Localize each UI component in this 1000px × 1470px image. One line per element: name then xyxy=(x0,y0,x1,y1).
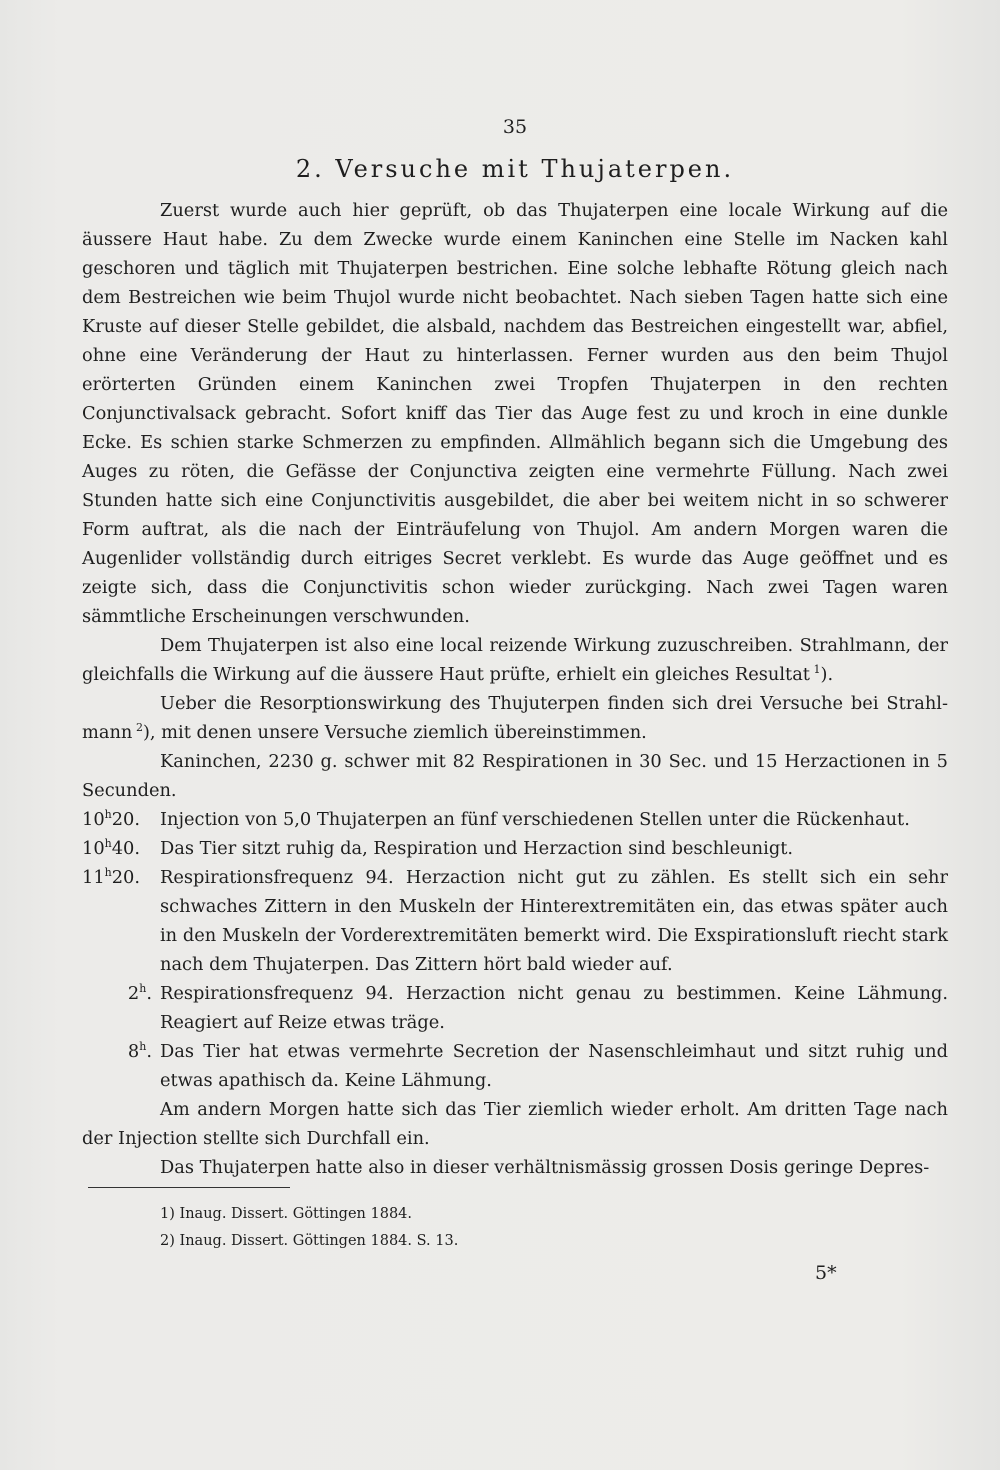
section-heading: 2. Versuche mit Thujaterpen. xyxy=(295,155,735,183)
paragraph-skin-and-eye: Zuerst wurde auch hier geprüft, ob das Thujaterpen eine locale Wirkung auf die äussere Haut habe. Zu dem Zwecke wurde einem Kaninchen eine Stelle im Nacken kahl geschoren und täglich mit Thujaterpen bestrichen. Eine solche lebhafte Rötung gleich nach dem Bestreichen wie beim Thujol wurde nicht beobachtet. Nach sieben Tagen hatte sich eine Kruste auf dieser Stelle gebildet, die alsbald, nachdem das Bestreichen eingestellt war, abfiel, ohne eine Veränderung der Haut zu hinterlassen. Ferner wurden aus den beim Thujol erörterten Gründen einem Kaninchen zwei Tropfen Thujaterpen in den rechten Conjunctivalsack gebracht. Sofort kniff das Tier das Auge fest zu und kroch in eine dunkle Ecke. Es schien starke Schmerzen zu empfinden. Allmählich begann sich die Umgebung des Auges zu röten, die Gefässe der Conjunctiva zeigten eine vermehrte Füllung. Nach zwei Stunden hatte sich eine Conjunctivitis ausgebildet, die aber bei weitem nicht in so schwerer Form auftrat, als die nach der Einträufelung von Thujol. Am andern Morgen waren die Augenlider vollständig durch eitriges Secret verklebt. Es wurde das Auge geöffnet und es zeigte sich, dass die Conjunctivitis schon wieder zurückging. Nach zwei Tagen waren sämmtliche Erscheinungen verschwunden. xyxy=(82,200,948,627)
log-time: 10$^h$20. xyxy=(82,808,141,830)
paragraph-recovery: Am andern Morgen hatte sich das Tier ziemlich wieder erholt. Am dritten Tage nach der Injection stellte sich Durchfall ein. xyxy=(82,1099,948,1149)
footnote-divider xyxy=(88,1187,290,1188)
footnote-ref-2: 2 xyxy=(135,721,143,735)
footnote-ref-1-tail: ). xyxy=(820,664,834,685)
footnote-ref-2-tail: ), mit denen unsere Versuche ziemlich übereinstimmen. xyxy=(142,722,647,743)
log-time: 2$^h$. xyxy=(127,982,152,1004)
log-time: 8$^h$. xyxy=(127,1040,152,1062)
body-text xyxy=(82,196,948,1182)
log-entry xyxy=(82,805,948,834)
signature-mark: 5* xyxy=(815,1262,837,1284)
log-time: 11$^h$20. xyxy=(82,866,141,888)
log-time: 10$^h$40. xyxy=(82,837,141,859)
footnote-ref-1: 1 xyxy=(813,663,821,677)
footnote-1: 1) Inaug. Dissert. Göttingen 1884. xyxy=(160,1206,413,1222)
paragraph-local-effect xyxy=(82,631,948,689)
footnote-2: 2) Inaug. Dissert. Göttingen 1884. S. 13. xyxy=(160,1233,459,1249)
log-entry xyxy=(82,1037,948,1095)
paragraph-rabbit-setup: Kaninchen, 2230 g. schwer mit 82 Respirationen in 30 Sec. und 15 Herzactionen in 5 Secunden. xyxy=(82,751,948,801)
log-text: Respirationsfrequenz 94. Herzaction nicht gut zu zählen. Es stellt sich ein sehr schwaches Zittern in den Muskeln der Hinterextremitäten ein, das etwas später auch in den Muskeln der Vorderextremitäten bemerkt wird. Die Exspirationsluft riecht stark nach dem Thujaterpen. Das Zittern hört bald wieder auf. xyxy=(160,867,948,975)
log-text: Injection von 5,0 Thujaterpen an fünf verschiedenen Stellen unter die Rückenhaut. xyxy=(160,809,910,830)
log-entry xyxy=(82,979,948,1037)
paragraph-local-effect-text: Dem Thujaterpen ist also eine local reizende Wirkung zuzuschreiben. Strahlmann, der gleichfalls die Wirkung auf die äussere Haut prüfte, erhielt ein gleiches Resultat xyxy=(82,635,948,685)
log-text: Das Tier hat etwas vermehrte Secretion der Nasenschleimhaut und sitzt ruhig und etwas apathisch da. Keine Lähmung. xyxy=(160,1041,948,1091)
log-text: Respirationsfrequenz 94. Herzaction nicht genau zu bestimmen. Keine Lähmung. Reagiert auf Reize etwas träge. xyxy=(160,983,948,1033)
log-text: Das Tier sitzt ruhig da, Respiration und Herzaction sind beschleunigt. xyxy=(160,838,793,859)
paragraph-conclusion: Das Thujaterpen hatte also in dieser verhältnismässig grossen Dosis geringe Depres- xyxy=(160,1157,930,1178)
log-entry xyxy=(82,863,948,979)
footnotes xyxy=(160,1201,458,1255)
page-number: 35 xyxy=(502,116,528,138)
paragraph-resorption-text: Ueber die Resorptionswirkung des Thujuterpen finden sich drei Versuche bei Strahlmann xyxy=(82,693,948,743)
paragraph-resorption xyxy=(82,689,948,747)
log-entry xyxy=(82,834,948,863)
